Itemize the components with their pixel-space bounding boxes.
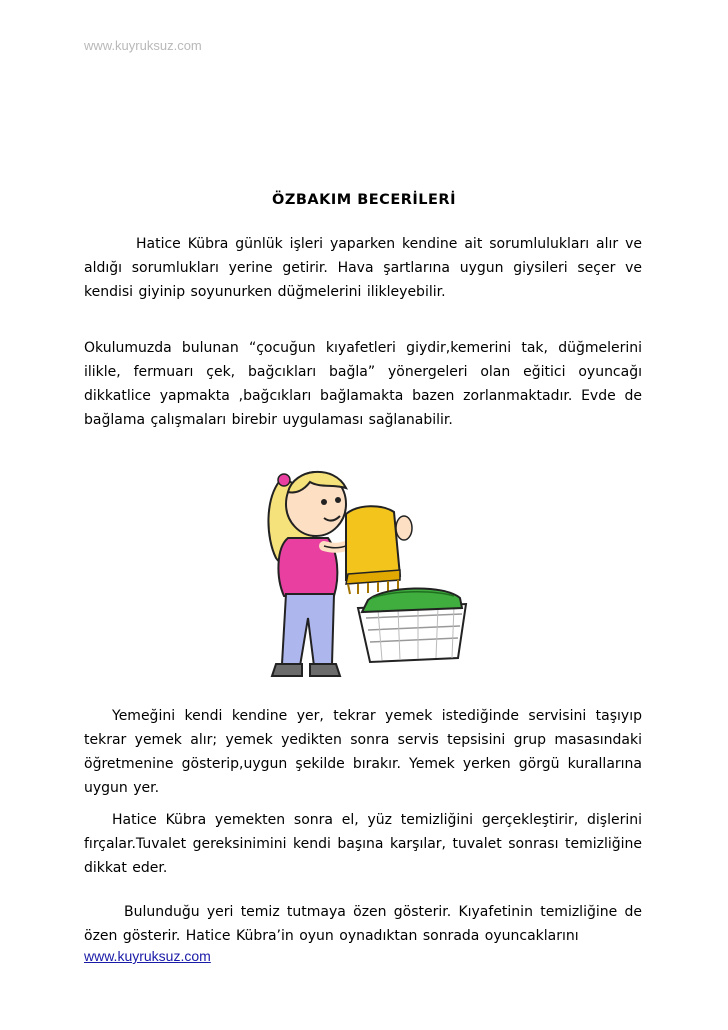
paragraph-school-toy: Okulumuzda bulunan “çocuğun kıyafetleri giydir,kemerini tak, düğmelerini ilikle, fermuarı çek, bağcıkları bağla” yönergeleri olan eğitici oyuncağı dikkatlice yapmakta ,bağcıkları bağlamakta bazen zorlanmaktadır. Evde de bağlama çalışmaları birebir uygulaması sağlanabilir. (84, 340, 642, 428)
page-title: ÖZBAKIM BECERİLERİ (272, 192, 456, 208)
paragraph-meal: Yemeğini kendi kendine yer, tekrar yemek istediğinde servisini taşıyıp tekrar yemek alır; yemek yedikten sonra servis tepsisini grup masasındaki öğretmenine gösterip,uygun şekilde bırakır. Yemek yerken görgü kurallarına uygun yer. (84, 708, 642, 796)
header-watermark: www.kuyruksuz.com (84, 38, 202, 53)
girl-folding-laundry-icon (254, 458, 478, 690)
paragraph-hygiene: Hatice Kübra yemekten sonra el, yüz temizliğini gerçekleştirir, dişlerini fırçalar.Tuvalet gereksinimini kendi başına karşılar, tuvalet sonrası temizliğine dikkat eder. (84, 812, 642, 876)
footer-site-link[interactable]: www.kuyruksuz.com (84, 948, 211, 964)
paragraph-cleanliness: Bulunduğu yeri temiz tutmaya özen gösterir. Kıyafetinin temizliğine de özen gösterir. Hatice Kübra’in oyun oynadıktan sonrada oyuncaklarını (84, 904, 642, 944)
paragraph-dressing: Hatice Kübra günlük işleri yaparken kendine ait sorumlulukları alır ve aldığı sorumlukları yerine getirir. Hava şartlarına uygun giysileri seçer ve kendisi giyinip soyunurken düğmelerini ilikleyebilir. (84, 236, 642, 300)
